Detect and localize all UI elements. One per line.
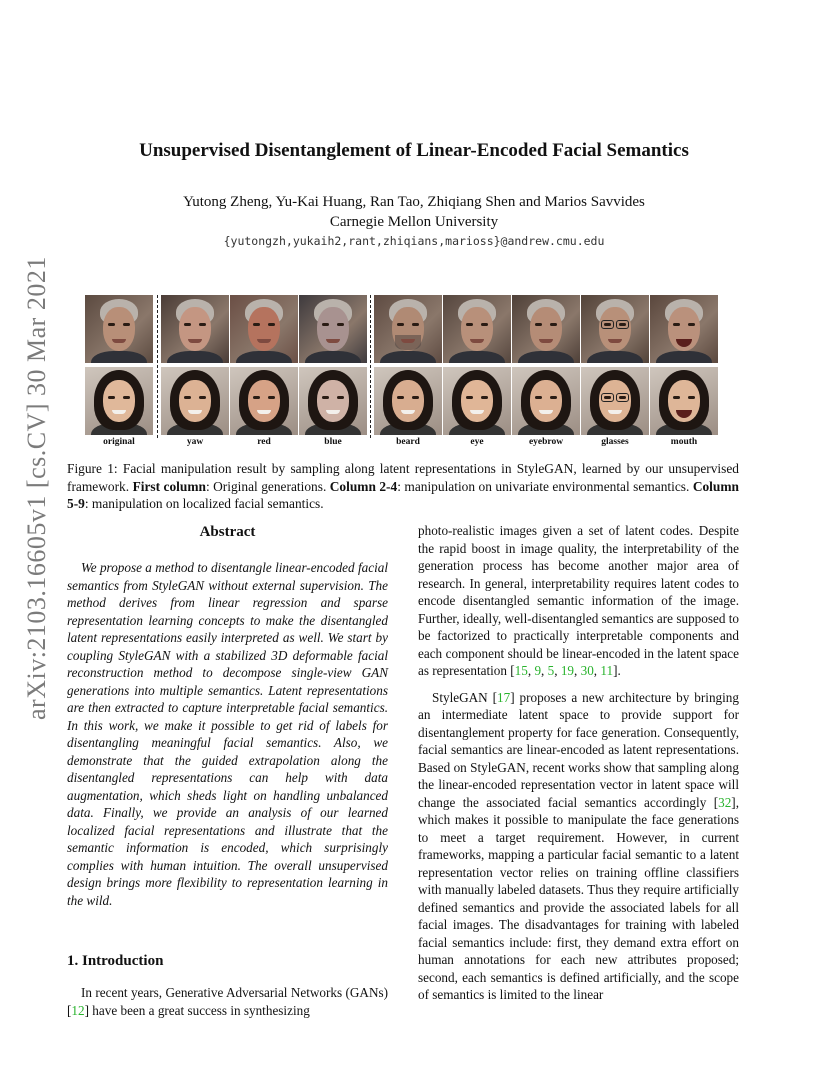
column-label-eye: eye [470, 437, 484, 447]
face-image-woman-blue [299, 367, 367, 435]
column-label-yaw: yaw [186, 437, 204, 447]
column-label-blue: blue [324, 437, 342, 447]
citation-link[interactable]: 11 [600, 663, 614, 678]
face-image-woman-beard [374, 367, 442, 435]
caption-text-1: : Original generations. [205, 478, 327, 494]
figure-caption [67, 460, 739, 513]
face-image-man-eyebrow [512, 295, 580, 363]
citation-link[interactable]: 17 [497, 689, 511, 705]
rp2-text-b: ] proposes a new architecture by bringing an intermediate latent space to provide support for disentanglement property for face generation. Consequently, facial semantics are linear-encoded as latent representations. Based on StyleGAN, recent works show that sampling along the linear-encoded representation vector in latent space will change the associated facial semantics accordingly [ [418, 689, 739, 810]
left-column [67, 522, 388, 1019]
right-column [418, 522, 739, 1004]
abstract-text: We propose a method to disentangle linear-encoded facial semantics from StyleGAN without external supervision. The method derives from linear regression and sparse representation learning concepts to make the disentangled latent representations easily interpreted as well. We start by coupling StyleGAN with a stabilized 3D deformable facial reconstruction method to decompose single-view GAN generations into multiple semantics. Latent representations are then extracted to capture interpretable facial semantics. In this work, we make it possible to get rid of labels for disentangling meaningful facial semantics. Also, we demonstrate that the guided extrapolation along the disentangled representations can help with data augmentation, which sheds light on handling unbalanced data. Finally, we provide an analysis of our learned localized facial representations and illustrate that the semantic information is encoded, which surprisingly complies with human intuition. The overall unsupervised design brings more flexibility to representation learning in the wild. [67, 560, 388, 908]
right-paragraph-1: photo-realistic images given a set of latent codes. Despite the rapid boost in image quality, the interpretability of the generation process has become another major area of research. In general, interpretability requires latent codes to encode disentangled semantic information of the image. Further, ideally, well-disentangled semantics are supposed to be factorized to practically interpretable components and each component should be linear-encoded in the latent space as representation [15, 9, 5, 19, 30, 11]. [418, 523, 739, 678]
author-emails: {yutongzh,yukaih2,rant,zhiqians,marioss}@andrew.cmu.edu [223, 234, 605, 248]
face-image-woman-yaw [161, 367, 229, 435]
face-image-woman-red [230, 367, 298, 435]
caption-text-2: : manipulation on univariate environmental semantics. [397, 478, 690, 494]
citation-link[interactable]: 32 [718, 794, 732, 810]
column-label-mouth: mouth [670, 437, 698, 447]
face-image-woman-eyebrow [512, 367, 580, 435]
divider-environment [370, 295, 371, 438]
face-image-woman-original [85, 367, 153, 435]
citation-link[interactable]: 5 [547, 663, 555, 678]
intro-text-a: In recent years, Generative Adversarial Networks (GANs) [ [67, 985, 388, 1018]
column-label-glasses: glasses [601, 437, 629, 447]
face-image-woman-mouth [650, 367, 718, 435]
column-label-red: red [257, 437, 271, 447]
caption-prefix: Figure 1: Facial manipulation result by sampling along latent representations in StyleGAN, learned by our unsupervised framework. [67, 461, 739, 494]
column-label-eyebrow: eyebrow [528, 437, 564, 447]
face-image-man-original [85, 295, 153, 363]
face-image-woman-eye [443, 367, 511, 435]
figure-1 [85, 295, 721, 450]
column-label-beard: beard [396, 437, 420, 447]
caption-bold-3: Column 5-9 [67, 478, 739, 511]
face-image-man-beard [374, 295, 442, 363]
citation-link[interactable]: 9 [534, 663, 542, 678]
citation-link[interactable]: 19 [560, 663, 575, 678]
face-image-woman-glasses [581, 367, 649, 435]
rp2-text-a: StyleGAN [ [432, 689, 498, 705]
intro-text-b: ] have been a great success in synthesizing [84, 1002, 310, 1018]
face-image-man-eye [443, 295, 511, 363]
citation-link[interactable]: 30 [580, 663, 594, 678]
caption-text-3: : manipulation on localized facial semantics. [84, 496, 324, 511]
column-label-original: original [103, 437, 135, 447]
rp1-text-a: photo-realistic images given a set of latent codes. Despite the rapid boost in image quality, the interpretability of the generation process has become another major area of research. In general, interpretability requires latent codes to encode disentangled semantic information of the image. Further, ideally, well-disentangled semantics are supposed to be factorized to practically interpretable components and each component should be linear-encoded in the latent space as representation [ [418, 523, 739, 678]
rp1-text-b: ]. [613, 663, 621, 678]
divider-original [157, 295, 158, 438]
introduction-heading: 1. Introduction [67, 953, 164, 969]
face-image-man-mouth [650, 295, 718, 363]
face-image-man-glasses [581, 295, 649, 363]
arxiv-side-stamp: arXiv:2103.16605v1 [cs.CV] 30 Mar 2021 [22, 256, 51, 720]
affiliation: Carnegie Mellon University [329, 214, 499, 230]
face-image-man-blue [299, 295, 367, 363]
abstract-heading: Abstract [199, 524, 256, 540]
author-list: Yutong Zheng, Yu-Kai Huang, Ran Tao, Zhiqiang Shen and Marios Savvides [183, 194, 645, 210]
caption-bold-2: Column 2-4 [329, 478, 398, 494]
rp2-text-c: ], which makes it possible to manipulate the face generations to meet a target requirement. However, in current frameworks, mapping a particular facial semantic to a latent representation vector relies on training offline classifiers with manually labeled datasets. Thus they require artificially defined semantics and provide the associated labels for all facial images. The disadvantages for training with labeled facial semantics include: first, they demand extra effort on human annotations for each new attributes proposed; second, each semantics is defined artificially, and the scope of semantics is limited to the linear [418, 794, 739, 1002]
paper-title: Unsupervised Disentanglement of Linear-Encoded Facial Semantics [139, 140, 689, 161]
citation-link[interactable]: 12 [71, 1002, 85, 1018]
face-image-man-red [230, 295, 298, 363]
intro-paragraph [67, 984, 388, 1019]
face-image-man-yaw [161, 295, 229, 363]
citation-link[interactable]: 15 [514, 663, 528, 678]
right-paragraph-2 [418, 689, 739, 1004]
caption-bold-1: First column [132, 478, 206, 494]
